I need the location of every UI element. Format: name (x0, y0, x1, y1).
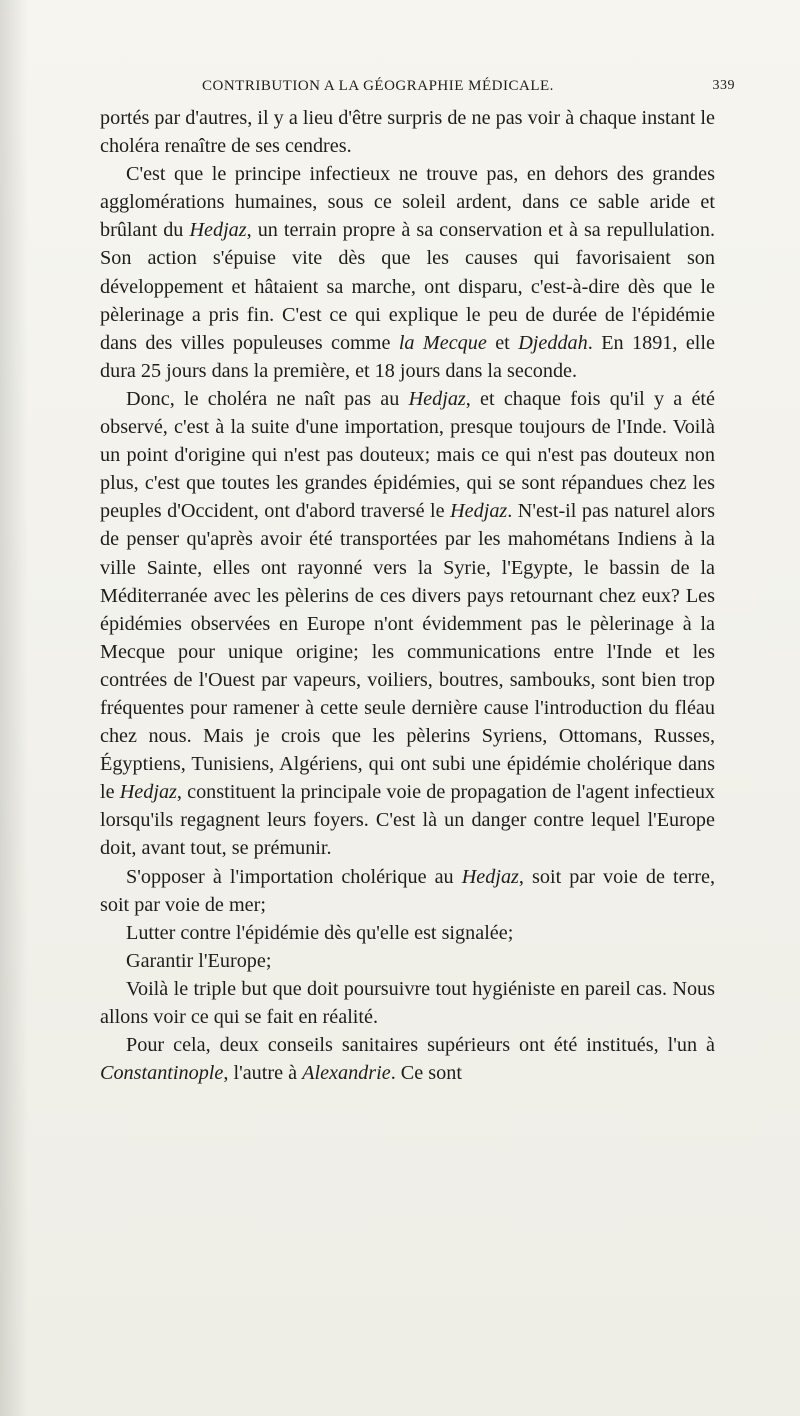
italic-place-name: Hedjaz (450, 500, 508, 523)
body-text (100, 104, 715, 1087)
text-run: portés par d'autres, il y a lieu d'être surpris de ne pas voir à chaque instant le choléra renaître de ses cendres. (100, 107, 715, 158)
text-run: . N'est-il pas naturel alors de penser qu'après avoir été transportées par les mahométans Indiens à la ville Sainte, elles ont rayonné vers la Syrie, l'Egypte, le bassin de la Méditerranée avec les pèlerins de ces divers pays retournant chez eux? Les épidémies observées en Europe n'ont évidemment pas le pèlerinage à la Mecque pour unique origine; les communications entre l'Inde et les contrées de l'Ouest par vapeurs, voiliers, boutres, sambouks, sont bien trop fréquentes pour ramener à cette seule dernière cause l'introduction du fléau chez nous. Mais je crois que les pèlerins Syriens, Ottomans, Russes, Égyptiens, Tunisiens, Algériens, qui ont subi une épidémie cholérique dans le (100, 500, 715, 804)
text-run: , constituent la principale voie de propagation de l'agent infectieux lorsqu'ils regagnent leurs foyers. C'est là un danger contre lequel l'Europe doit, avant tout, se prémunir. (100, 781, 716, 860)
running-title: CONTRIBUTION A LA GÉOGRAPHIE MÉDICALE. (202, 78, 554, 94)
text-run: , un terrain propre à sa conservation et à sa repullulation. Son action s'épuise vite dès que les causes qui favorisaient son développement et hâtaient sa marche, ont disparu, c'est-à-dire dès que le pèlerinage a pris fin. C'est ce qui explique le peu de durée de l'épidémie dans des villes populeuses comme (100, 219, 715, 354)
paragraph (100, 863, 715, 919)
text-run: , l'autre à (223, 1062, 303, 1085)
italic-place-name: la Mecque (398, 331, 487, 354)
italic-place-name: Hedjaz (408, 387, 466, 410)
text-run: et (486, 331, 519, 354)
text-run: Lutter contre l'épidémie dès qu'elle est signalée; (126, 921, 514, 944)
italic-place-name: Djeddah (518, 331, 588, 354)
text-run: S'opposer à l'importation cholérique au (126, 865, 462, 888)
paragraph (100, 1031, 715, 1087)
italic-place-name: Constantinople (100, 1062, 224, 1085)
running-head (100, 78, 735, 102)
text-run: . En 1891, elle dura 25 jours dans la première, et 18 jours dans la seconde. (100, 331, 715, 382)
text-run: Voilà le triple but que doit poursuivre tout hygiéniste en pareil cas. Nous allons voir ce qui se fait en réalité. (100, 977, 715, 1028)
italic-place-name: Hedjaz (461, 865, 519, 888)
paragraph (100, 947, 715, 975)
text-run: Donc, le choléra ne naît pas au (126, 387, 409, 410)
paragraph (100, 104, 715, 160)
italic-place-name: Alexandrie (302, 1062, 391, 1085)
paragraph (100, 919, 715, 947)
page-number: 339 (712, 78, 735, 93)
paragraph (100, 385, 715, 863)
text-run: C'est que le principe infectieux ne trouve pas, en dehors des grandes agglomérations humaines, sous ce soleil ardent, dans ce sable aride et brûlant du (100, 163, 715, 242)
paragraph (100, 160, 715, 385)
paragraph (100, 975, 715, 1031)
text-run: Pour cela, deux conseils sanitaires supérieurs ont été institués, l'un à (126, 1034, 715, 1057)
text-run: , et chaque fois qu'il y a été observé, c'est à la suite d'une importation, presque toujours de l'Inde. Voilà un point d'origine qui n'est pas douteux; mais ce qui n'est pas douteux non plus, c'est que toutes les grandes épidémies, qui se sont répandues chez les peuples d'Occident, ont d'abord traversé le (100, 387, 716, 523)
text-run: Garantir l'Europe; (126, 949, 272, 972)
text-run: , soit par voie de terre, soit par voie de mer; (100, 865, 715, 916)
text-run: . Ce sont (390, 1062, 462, 1085)
italic-place-name: Hedjaz (189, 219, 247, 242)
italic-place-name: Hedjaz (119, 781, 177, 804)
